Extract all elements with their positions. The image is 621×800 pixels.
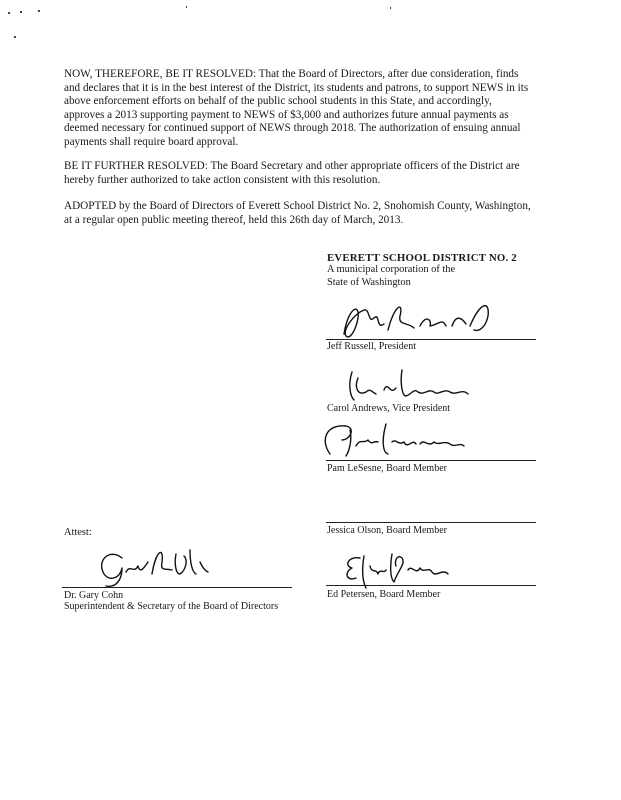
signer-name-president: Jeff Russell, President bbox=[327, 341, 416, 352]
signature-line-board-member-5 bbox=[326, 585, 536, 586]
resolution-paragraph-3: ADOPTED by the Board of Directors of Everett School District No. 2, Snohomish County, Washington, at a regular open public meeting thereof, held this 26th day of March, 2013. bbox=[64, 200, 531, 226]
signature-vice-president bbox=[340, 366, 490, 406]
district-block bbox=[327, 252, 517, 289]
signature-line-superintendent bbox=[62, 587, 292, 588]
district-line-2: State of Washington bbox=[327, 276, 411, 288]
resolution-paragraph-2: BE IT FURTHER RESOLVED: The Board Secretary and other appropriate officers of the District are hereby further authorized to take action consistent with this resolution. bbox=[64, 160, 520, 186]
signer-name-vice-president: Carol Andrews, Vice President bbox=[327, 403, 451, 414]
signature-superintendent bbox=[92, 540, 232, 590]
signature-board-member-3 bbox=[316, 416, 476, 462]
signature-line-president bbox=[326, 339, 536, 340]
attest-name: Dr. Gary Cohn bbox=[64, 590, 124, 601]
signer-name-board-member-3: Pam LeSesne, Board Member bbox=[327, 463, 447, 474]
signer-name-board-member-5: Ed Petersen, Board Member bbox=[327, 589, 441, 600]
attest-label: Attest: bbox=[64, 527, 92, 538]
resolution-paragraph-1: NOW, THEREFORE, BE IT RESOLVED: That the Board of Directors, after due consideration, finds and declares that it is in the best interest of the District, its students and patrons, to support NEWS in its above enforcement efforts on behalf of the public school students in this State, and accordingly, approves a 2013 supporting payment to NEWS of $3,000 and authorizes future annual payments as deemed necessary for continued support of NEWS through 2018. The authorization of ensuing annual payments shall require board approval. bbox=[64, 68, 529, 148]
district-name: EVERETT SCHOOL DISTRICT NO. 2 bbox=[327, 252, 517, 264]
signer-name-board-member-4: Jessica Olson, Board Member bbox=[327, 525, 447, 536]
signature-line-board-member-3 bbox=[326, 460, 536, 461]
district-line-1: A municipal corporation of the bbox=[327, 264, 456, 276]
attest-title: Superintendent & Secretary of the Board of Directors bbox=[64, 601, 279, 612]
signature-line-board-member-4 bbox=[326, 522, 536, 523]
